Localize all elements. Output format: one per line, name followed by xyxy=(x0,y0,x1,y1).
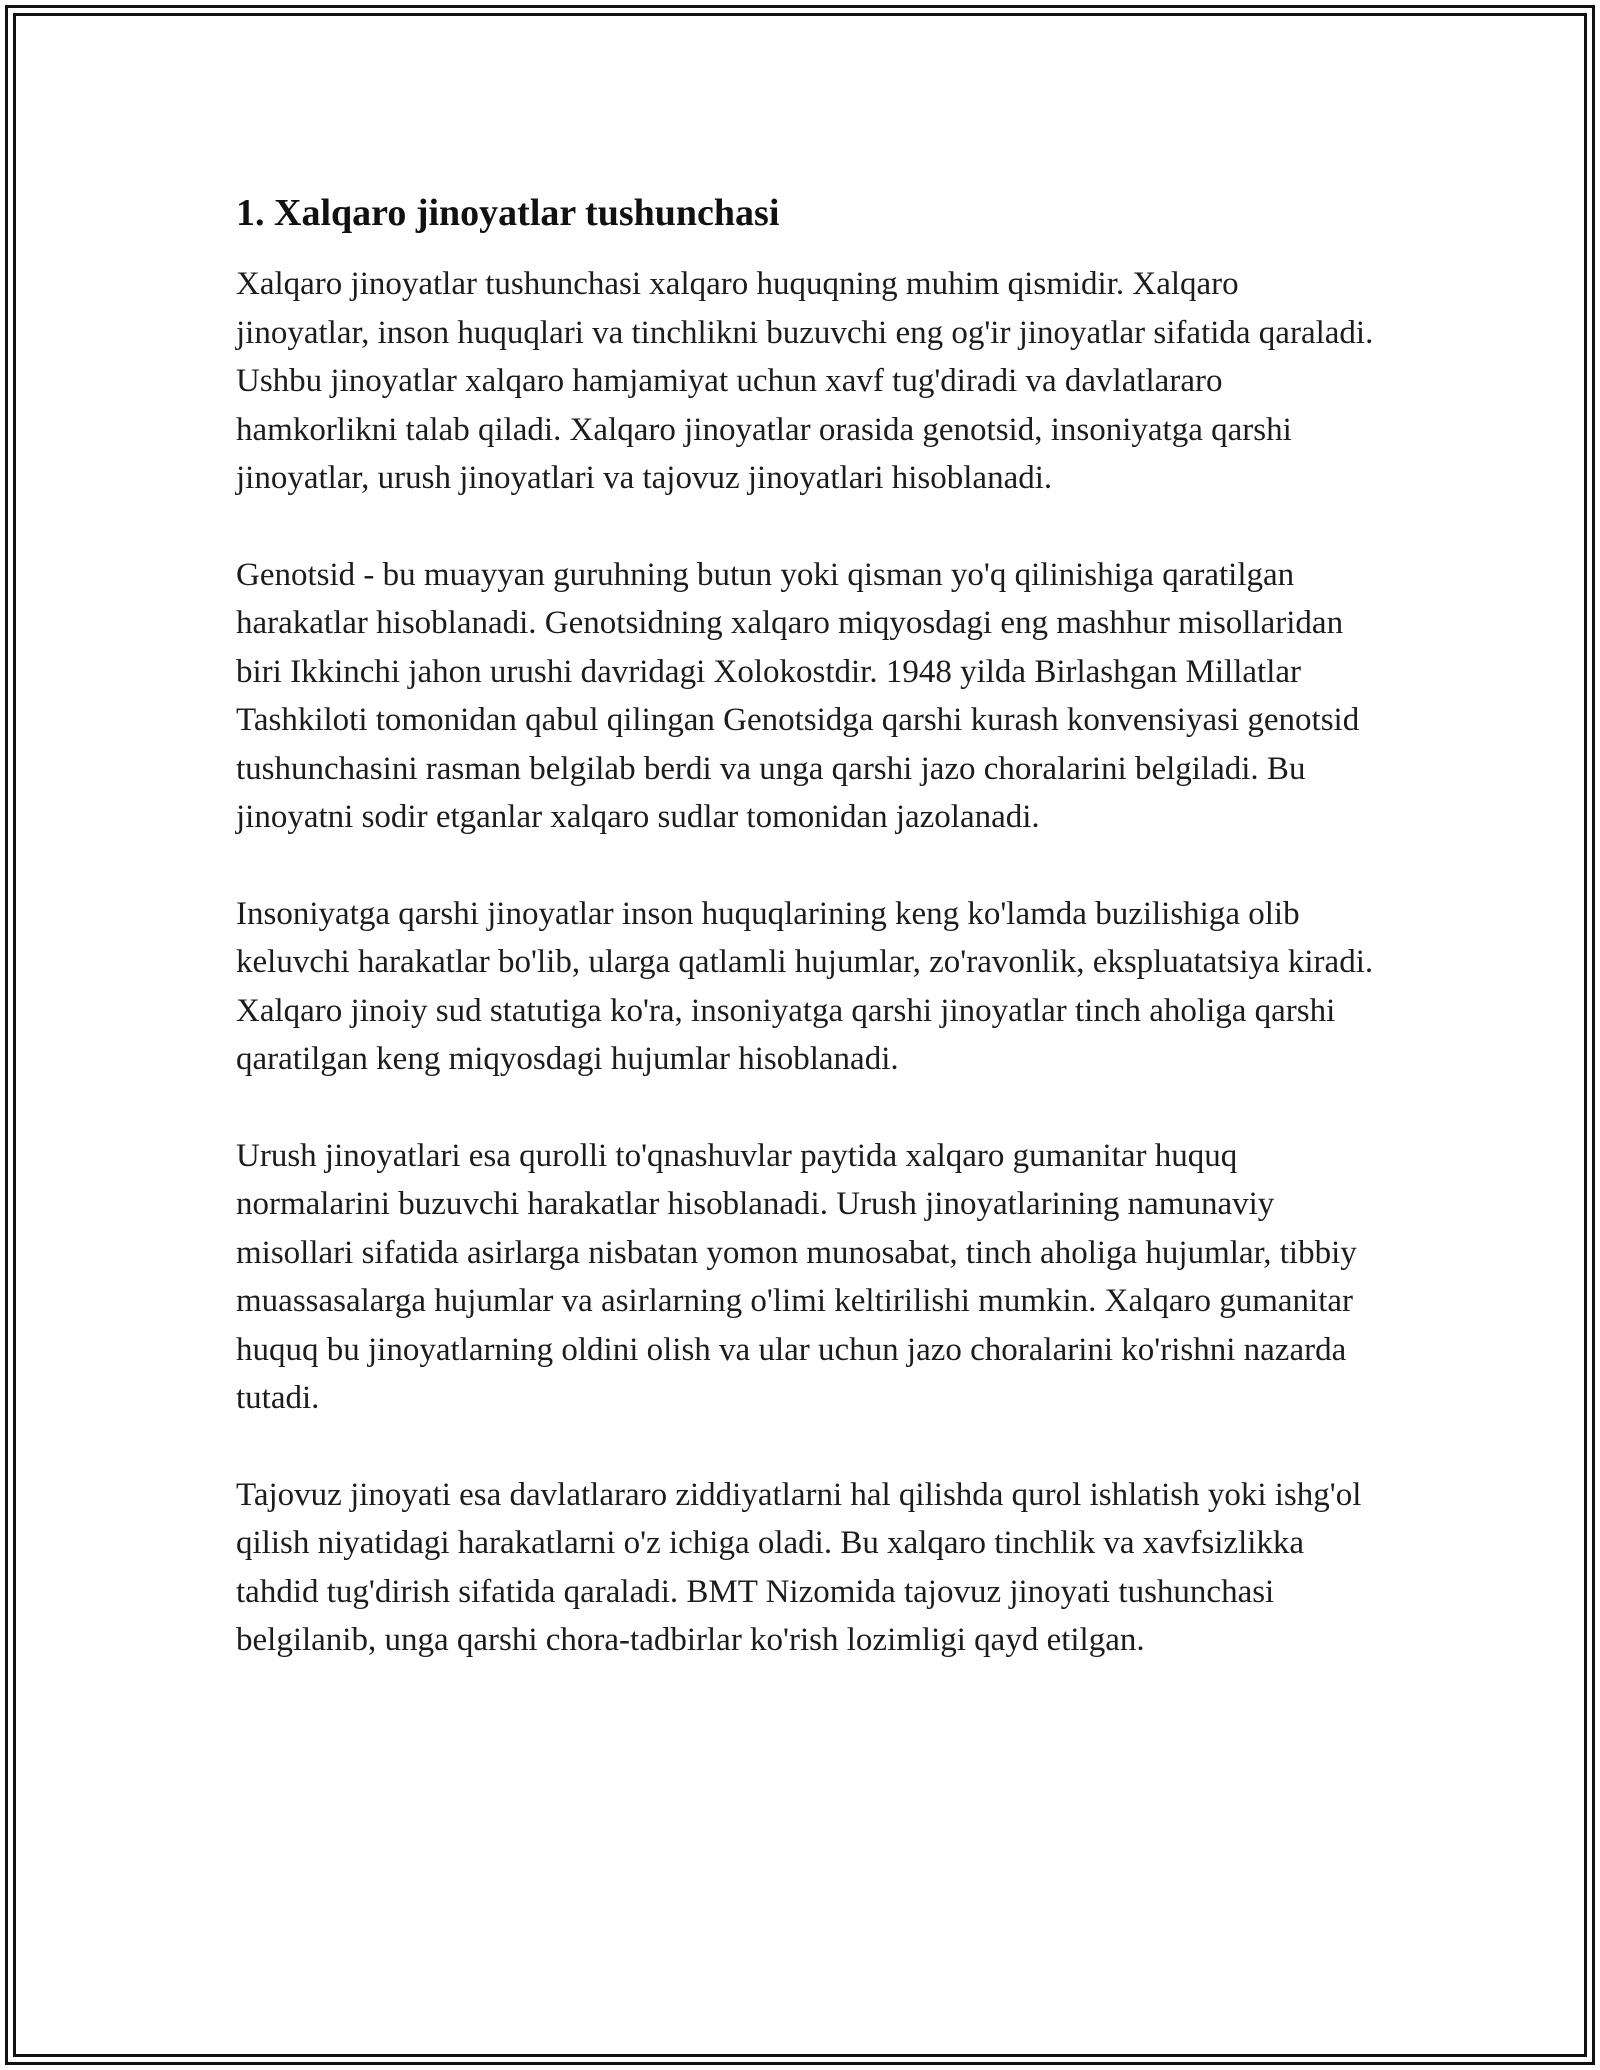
section-heading: 1. Xalqaro jinoyatlar tushunchasi xyxy=(236,192,780,234)
document-body xyxy=(236,190,1376,1713)
paragraph-intro: Xalqaro jinoyatlar tushunchasi xalqaro huquqning muhim qismidir. Xalqaro jinoyatlar, inson huquqlari va tinchlikni buzuvchi eng og'ir jinoyatlar sifatida qaraladi. Ushbu jinoyatlar xalqaro hamjamiyat uchun xavf tug'diradi va davlatlararo hamkorlikni talab qiladi. Xalqaro jinoyatlar orasida genotsid, insoniyatga qarshi jinoyatlar, urush jinoyatlari va tajovuz jinoyatlari hisoblanadi. xyxy=(236,266,1374,496)
paragraph-genocide: Genotsid - bu muayyan guruhning butun yoki qisman yo'q qilinishiga qaratilgan harakatlar hisoblanadi. Genotsidning xalqaro miqyosdagi eng mashhur misollaridan biri Ikkinchi jahon urushi davridagi Xolokostdir. 1948 yilda Birlashgan Millatlar Tashkiloti tomonidan qabul qilingan Genotsidga qarshi kurash konvensiyasi genotsid tushunchasini rasman belgilab berdi va unga qarshi jazo choralarini belgiladi. Bu jinoyatni sodir etganlar xalqaro sudlar tomonidan jazolanadi. xyxy=(236,556,1360,835)
paragraph-crimes-against-humanity: Insoniyatga qarshi jinoyatlar inson huquqlarining keng ko'lamda buzilishiga olib keluvchi harakatlar bo'lib, ularga qatlamli hujumlar, zo'ravonlik, ekspluatatsiya kiradi. Xalqaro jinoiy sud statutiga ko'ra, insoniyatga qarshi jinoyatlar tinch aholiga qarshi qaratilgan keng miqyosdagi hujumlar hisoblanadi. xyxy=(236,895,1374,1077)
paragraph-war-crimes: Urush jinoyatlari esa qurolli to'qnashuvlar paytida xalqaro gumanitar huquq normalarini buzuvchi harakatlar hisoblanadi. Urush jinoyatlarining namunaviy misollari sifatida asirlarga nisbatan yomon munosabat, tinch aholiga hujumlar, tibbiy muassasalarga hujumlar va asirlarning o'limi keltirilishi mumkin. Xalqaro gumanitar huquq bu jinoyatlarning oldini olish va ular uchun jazo choralarini ko'rishni nazarda tutadi. xyxy=(236,1137,1357,1416)
paragraph-aggression: Tajovuz jinoyati esa davlatlararo ziddiyatlarni hal qilishda qurol ishlatish yoki ishg'ol qilish niyatidagi harakatlarni o'z ichiga oladi. Bu xalqaro tinchlik va xavfsizlikka tahdid tug'dirish sifatida qaraladi. BMT Nizomida tajovuz jinoyati tushunchasi belgilanib, unga qarshi chora-tadbirlar ko'rish lozimligi qayd etilgan. xyxy=(236,1476,1362,1658)
